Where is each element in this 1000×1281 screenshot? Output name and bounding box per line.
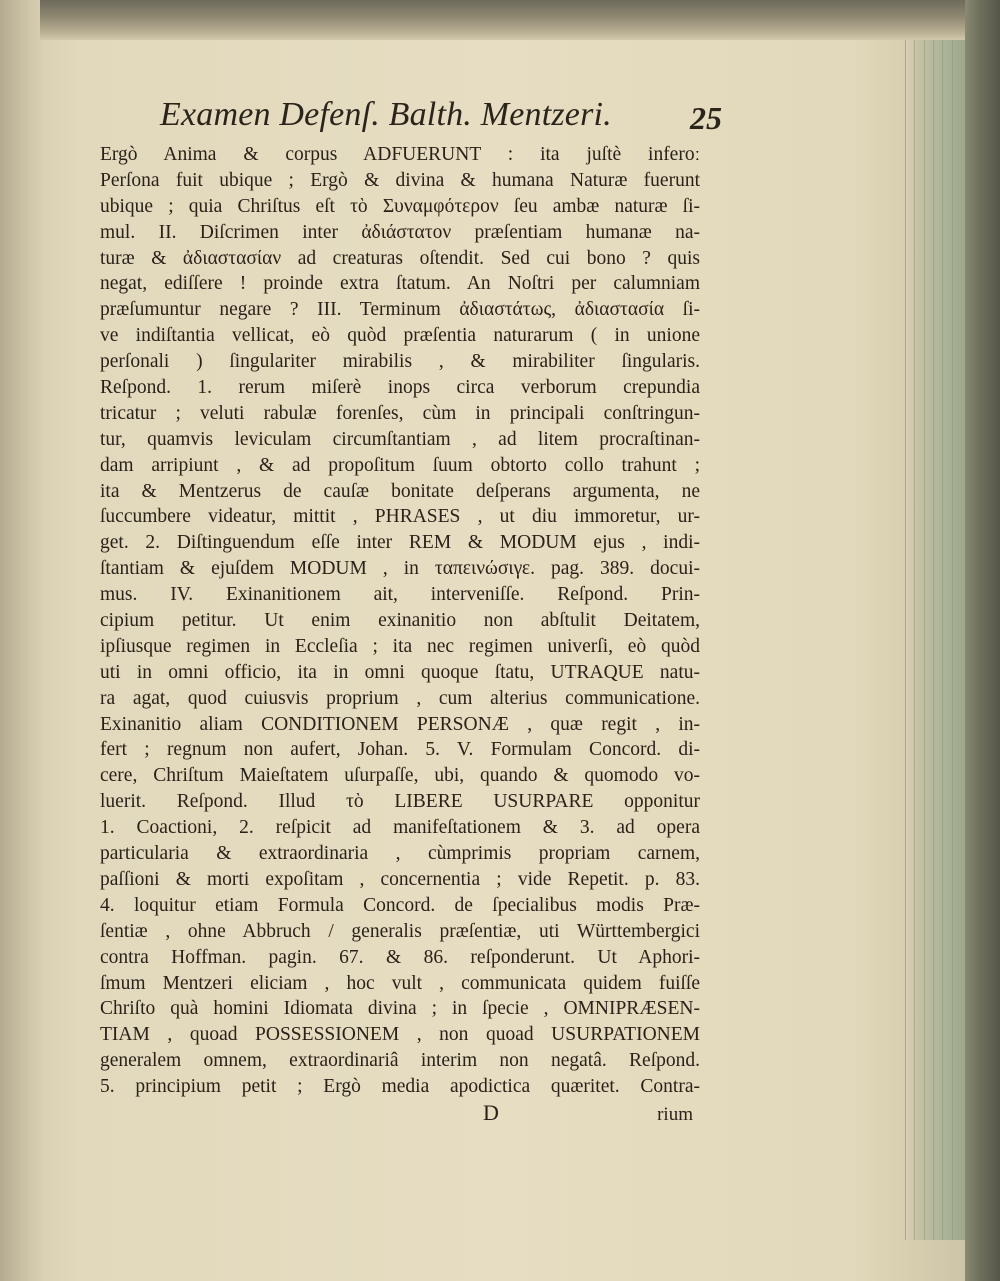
text-line: uti in omni officio, ita in omni quoque ſtatu, UTRAQUE natu- bbox=[100, 661, 700, 683]
text-line: particularia & extraordinaria , cùmprimis propriam carnem, bbox=[100, 843, 700, 865]
text-line: luerit. Reſpond. Illud τὸ LIBERE USURPARE opponitur bbox=[100, 791, 700, 813]
signature-line bbox=[483, 1100, 693, 1130]
page-edge-line bbox=[952, 40, 953, 1240]
text-line: 1. Coactioni, 2. reſpicit ad manifeſtationem & 3. ad opera bbox=[100, 817, 700, 839]
text-line: 5. principium petit ; Ergò media apodictica quæritet. Contra- bbox=[100, 1076, 700, 1098]
page-number: 25 bbox=[690, 100, 722, 136]
text-line: tur, quamvis leviculam circumſtantiam , ad litem procraſtinan- bbox=[100, 428, 700, 450]
catchword: rium bbox=[657, 1104, 693, 1125]
text-line: ubique ; quia Chriſtus eſt τὸ Συναμφότερον ſeu ambæ naturæ ſi- bbox=[100, 195, 700, 217]
text-line: Exinanitio aliam CONDITIONEM PERSONÆ , quæ regit , in- bbox=[100, 713, 700, 735]
page-edge-line bbox=[914, 40, 915, 1240]
text-line: mul. II. Diſcrimen inter ἀδιάστατον præſentiam humanæ na- bbox=[100, 221, 700, 243]
text-line: perſonali ) ſingulariter mirabilis , & mirabiliter ſingularis. bbox=[100, 351, 700, 373]
text-line: TIAM , quoad POSSESSIONEM , non quoad USURPATIONEM bbox=[100, 1024, 700, 1046]
page-edge-line bbox=[933, 40, 934, 1240]
text-line: contra Hoffman. pagin. 67. & 86. reſponderunt. Ut Aphori- bbox=[100, 946, 700, 968]
text-line: Chriſto quà homini Idiomata divina ; in ſpecie , OMNIPRÆSEN- bbox=[100, 998, 700, 1020]
page-edge-line bbox=[942, 40, 943, 1240]
text-line: Ergò Anima & corpus ADFUERUNT : ita juſtè inferoː bbox=[100, 144, 700, 165]
text-line: turæ & ἀδιαστασίαν ad creaturas oſtendit. Sed cui bono ? quis bbox=[100, 247, 700, 269]
text-line: ſentiæ , ohne Abbruch / generalis præſentiæ, uti Württembergici bbox=[100, 920, 700, 942]
text-line: ra agat, quod cuiusvis proprium , cum alterius communicatione. bbox=[100, 687, 700, 709]
text-line: tricatur ; veluti rabulæ forenſes, cùm in principali conſtringun- bbox=[100, 402, 700, 424]
previous-page-edge bbox=[0, 0, 42, 1281]
text-line: ſtantiam & ejuſdem MODUM , in ταπεινώσιγε. pag. 389. docui- bbox=[100, 558, 700, 580]
page-edge-line bbox=[924, 40, 925, 1240]
text-line: negat, ediſſere ! proinde extra ſtatum. An Noſtri per calumniam bbox=[100, 273, 700, 295]
text-line: ſmum Mentzeri eliciam , hoc vult , communicata quidem fuiſſe bbox=[100, 972, 700, 994]
text-line: ve indiſtantia vellicat, eò quòd præſentia naturarum ( in unione bbox=[100, 325, 700, 347]
running-head: Examen Defenſ. Balth. Mentzeri. bbox=[160, 96, 612, 133]
book-top-edge bbox=[40, 0, 1000, 40]
text-line: generalem omnem, extraordinariâ interim non negatâ. Reſpond. bbox=[100, 1050, 700, 1072]
text-line: dam arripiunt , & ad propoſitum ſuum obtorto collo trahunt ; bbox=[100, 454, 700, 476]
text-line: cere, Chriſtum Maieſtatem uſurpaſſe, ubi, quando & quomodo vo- bbox=[100, 765, 700, 787]
text-line: Perſona fuit ubique ; Ergò & divina & humana Naturæ fuerunt bbox=[100, 169, 700, 191]
text-line: Reſpond. 1. rerum miſerè inops circa verborum crepundia bbox=[100, 377, 700, 399]
text-line: fert ; regnum non aufert, Johan. 5. V. Formulam Concord. di- bbox=[100, 739, 700, 761]
page-edges-block bbox=[905, 40, 966, 1240]
signature-mark: D bbox=[483, 1100, 499, 1125]
text-line: paſſioni & morti expoſitam , concernentia ; vide Repetit. p. 83. bbox=[100, 868, 700, 890]
text-body bbox=[100, 142, 700, 1100]
text-line: 4. loquitur etiam Formula Concord. de ſpecialibus modis Præ- bbox=[100, 894, 700, 916]
text-line: ita & Mentzerus de cauſæ bonitate deſperans argumenta, ne bbox=[100, 480, 700, 502]
text-line: get. 2. Diſtinguendum eſſe inter REM & MODUM ejus , indi- bbox=[100, 532, 700, 554]
text-line: præſumuntur negare ? III. Terminum ἀδιαστάτως, ἀδιαστασία ſi- bbox=[100, 299, 700, 321]
text-line: ipſiusque regimen in Eccleſia ; ita nec regimen univerſi, eò quòd bbox=[100, 635, 700, 657]
book-binding-shadow bbox=[965, 0, 1000, 1281]
text-line: ſuccumbere videatur, mittit , PHRASES , ut diu immoretur, ur- bbox=[100, 506, 700, 528]
text-line: mus. IV. Exinanitionem ait, interveniſſe. Reſpond. Prin- bbox=[100, 584, 700, 606]
text-line: cipium petitur. Ut enim exinanitio non abſtulit Deitatem, bbox=[100, 610, 700, 632]
